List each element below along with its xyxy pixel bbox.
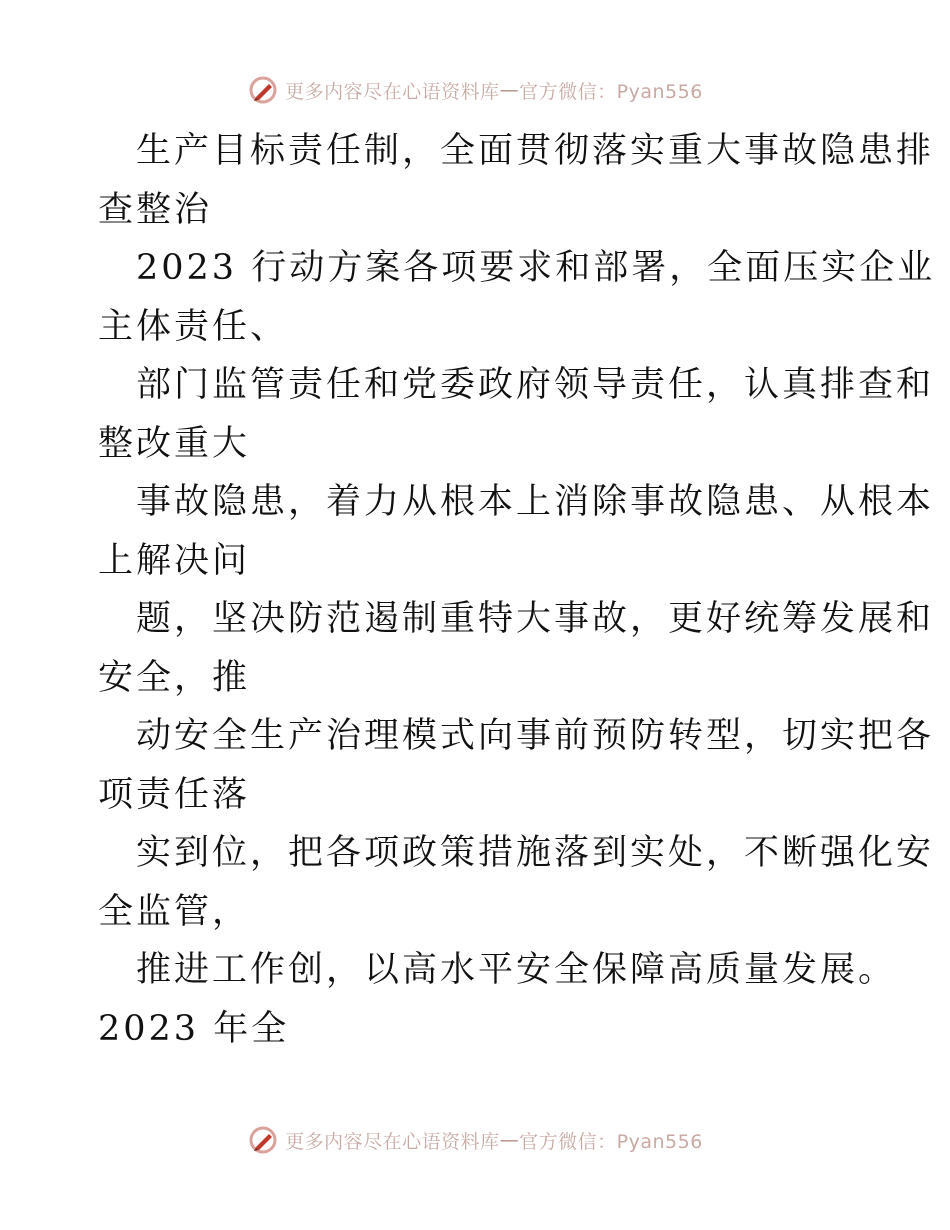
body-line-6: 整改重大: [98, 423, 251, 464]
pen-logo-icon: [247, 1124, 279, 1156]
watermark-text: 更多内容尽在心语资料库: [285, 1130, 500, 1153]
watermark-suffix: 官方微信：Pyan556: [519, 80, 703, 103]
body-line-14: 全监管，: [98, 891, 251, 932]
body-line-9: 题，坚决防范遏制重特大事故，更好统筹发展和: [136, 599, 935, 639]
pen-logo-icon: [247, 74, 279, 106]
footer-watermark: [0, 1120, 950, 1160]
body-line-15: 推进工作创，以高水平安全保障高质量发展。: [136, 950, 897, 990]
body-line-8: 上解决问: [98, 540, 251, 581]
watermark-dash: —: [499, 1129, 520, 1151]
body-line-12: 项责任落: [98, 774, 251, 815]
document-body: [98, 122, 936, 1058]
watermark-text: 更多内容尽在心语资料库: [285, 80, 500, 103]
body-line-7: 事故隐患，着力从根本上消除事故隐患、从根本: [136, 482, 935, 522]
watermark-suffix: 官方微信：Pyan556: [519, 1130, 703, 1153]
body-line-4: 主体责任、: [98, 306, 289, 347]
body-line-5: 部门监管责任和党委政府领导责任，认真排查和: [136, 365, 935, 405]
body-line-1: 生产目标责任制，全面贯彻落实重大事故隐患排: [136, 131, 935, 171]
body-line-10: 安全，推: [98, 657, 251, 698]
body-line-3: 2023 行动方案各项要求和部署，全面压实企业: [136, 248, 936, 288]
body-line-11: 动安全生产治理模式向事前预防转型，切实把各: [136, 716, 935, 756]
body-line-13: 实到位，把各项政策措施落到实处，不断强化安: [136, 833, 935, 873]
watermark-dash: —: [499, 79, 520, 101]
body-line-16: 2023 年全: [98, 1008, 290, 1049]
body-line-2: 查整治: [98, 189, 213, 230]
header-watermark: [0, 70, 950, 110]
